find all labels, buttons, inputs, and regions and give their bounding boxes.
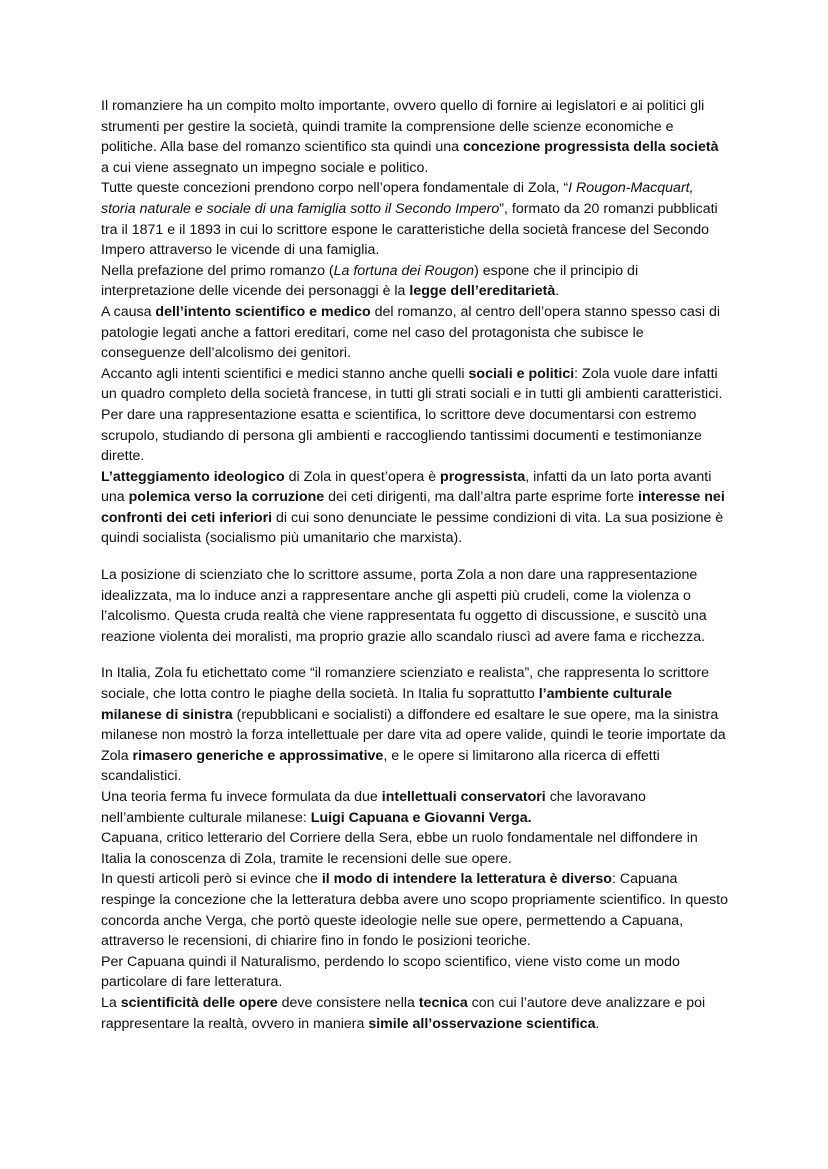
bold-text: rimasero generiche e approssimative <box>132 747 384 764</box>
text-span: , e le opere si limitarono alla ricerca di effetti scandalistici. <box>101 747 660 785</box>
bold-text: tecnica <box>418 994 468 1011</box>
bold-text: polemica verso la corruzione <box>128 489 325 506</box>
bold-text: L’atteggiamento ideologico <box>101 468 285 485</box>
text-span: : Capuana respinge la concezione che la letteratura debba avere uno scopo propriamente scientifico. In questo concorda anche Verga, che portò queste ideologie nelle sue opere, permettendo a Capuana, attraverso le recensioni, di chiarire fino in fondo le posizioni teoriche. <box>101 871 729 950</box>
text-span: , infatti da un lato porta avanti una <box>101 468 712 506</box>
italic-text: I Rougon-Macquart, storia naturale e sociale di una famiglia sotto il Secondo Impero <box>101 180 694 217</box>
paragraph <box>101 96 728 178</box>
text-span: Il romanziere ha un compito molto importante, ovvero quello di fornire ai legislatori e ai politici gli strumenti per gestire la società, quindi tramite la comprensione delle scienze economiche e politiche. Alla base del romanzo scientifico sta quindi una <box>101 98 705 156</box>
text-span: con cui l’autore deve analizzare e poi rappresentare la realtà, ovvero in maniera <box>101 994 706 1032</box>
paragraph <box>101 467 728 549</box>
text-span: ”, formato da 20 romanzi pubblicati tra il 1871 e il 1893 in cui lo scrittore espone le caratteristiche della società francese del Secondo Impero attraverso le vicende di una famiglia. <box>101 200 718 259</box>
text-span: Per dare una rappresentazione esatta e scientifica, lo scrittore deve documentarsi con estremo scrupolo, studiando di persona gli ambienti e raccogliendo tantissimi documenti e testimonianze dirette. <box>101 406 702 465</box>
text-span: Per Capuana quindi il Naturalismo, perdendo lo scopo scientifico, viene visto come un modo particolare di fare letteratura. <box>101 953 680 991</box>
text-span: La posizione di scienziato che lo scrittore assume, porta Zola a non dare una rappresentazione idealizzata, ma lo induce anzi a rappresentare anche gli aspetti più crudeli, come la violenza o l’alcolismo. Questa cruda realtà che viene rappresentata fu oggetto di discussione, e suscitò una reazione violenta dei moralisti, ma proprio grazie allo scandalo riuscì ad avere fama e ricchezza. <box>101 567 707 645</box>
text-span: A causa <box>101 303 156 320</box>
text-span: di cui sono denunciate le pessime condizioni di vita. La sua posizione è quindi socialista (socialismo più umanitario che marxista). <box>101 509 724 547</box>
text-span: che lavoravano nell’ambiente culturale milanese: <box>101 789 646 826</box>
paragraph <box>101 993 728 1034</box>
bold-text: dell’intento scientifico e medico <box>155 303 371 320</box>
text-span: dei ceti dirigenti, ma dall’altra parte esprime forte <box>324 489 639 506</box>
text-span: (repubblicani e socialisti) a diffondere ed esaltare le sue opere, ma la sinistra milanese non mostrò la forza intellettuale per dare vita ad opere valide, quindi le teorie importate da Zola <box>101 706 726 764</box>
document-body <box>101 96 728 1034</box>
text-span: deve consistere nella <box>277 994 419 1011</box>
bold-text: scientificità delle opere <box>120 994 278 1011</box>
paragraph <box>101 787 728 828</box>
paragraph <box>101 178 728 260</box>
text-span: In Italia, Zola fu etichettato come “il romanziere scienziato e realista”, che rappresenta lo scrittore sociale, che lotta contro le piaghe della società. In Italia fu soprattutto <box>101 665 709 703</box>
bold-text: il modo di intendere la letteratura è diverso <box>321 871 612 888</box>
bold-text: simile all’osservazione scientifica <box>368 1015 596 1032</box>
paragraph <box>101 565 728 647</box>
paragraph <box>101 869 728 951</box>
text-span: : Zola vuole dare infatti un quadro completo della società francese, in tutti gli strati sociali e in tutti gli ambienti caratteristici. <box>101 365 723 403</box>
paragraph <box>101 405 728 467</box>
bold-text: progressista <box>440 468 526 485</box>
text-span: ) espone che il principio di interpretazione delle vicende dei personaggi è la <box>101 262 639 300</box>
bold-text: sociali e politici <box>468 365 575 382</box>
paragraph <box>101 302 728 364</box>
text-span: La <box>101 994 121 1011</box>
paragraph <box>101 261 728 302</box>
text-span: Accanto agli intenti scientifici e medici stanno anche quelli <box>101 365 469 382</box>
text-span: . <box>555 283 560 300</box>
text-span: Una teoria ferma fu invece formulata da due <box>101 789 382 805</box>
paragraph <box>101 952 728 993</box>
text-span: Capuana, critico letterario del Corriere della Sera, ebbe un ruolo fondamentale nel diffondere in Italia la conoscenza di Zola, tramite le recensioni delle sue opere. <box>101 830 698 867</box>
text-span: a cui viene assegnato un impegno sociale e politico. <box>101 159 429 176</box>
bold-text: l’ambiente culturale milanese di sinistra <box>101 686 672 723</box>
bold-text: Luigi Capuana e Giovanni Verga. <box>310 809 532 826</box>
text-span: di Zola in quest’opera è <box>284 468 441 485</box>
italic-text: La fortuna dei Rougon <box>333 262 475 279</box>
bold-text: interesse nei confronti dei ceti inferiori <box>101 489 725 526</box>
paragraph <box>101 828 728 869</box>
paragraph <box>101 663 728 787</box>
bold-text: legge dell’ereditarietà <box>409 283 556 300</box>
bold-text: intellettuali conservatori <box>381 789 546 805</box>
text-span: In questi articoli però si evince che <box>101 871 322 888</box>
text-span: Nella prefazione del primo romanzo ( <box>101 262 334 279</box>
paragraph <box>101 364 728 405</box>
text-span: del romanzo, al centro dell’opera stanno spesso casi di patologie legati anche a fattori ereditari, come nel caso del protagonista che subisce le conseguenze dell’alcolismo dei genitori. <box>101 303 721 362</box>
text-span: Tutte queste concezioni prendono corpo nell’opera fondamentale di Zola, “ <box>101 180 569 197</box>
bold-text: concezione progressista della società <box>463 139 719 156</box>
text-span: . <box>595 1015 600 1032</box>
